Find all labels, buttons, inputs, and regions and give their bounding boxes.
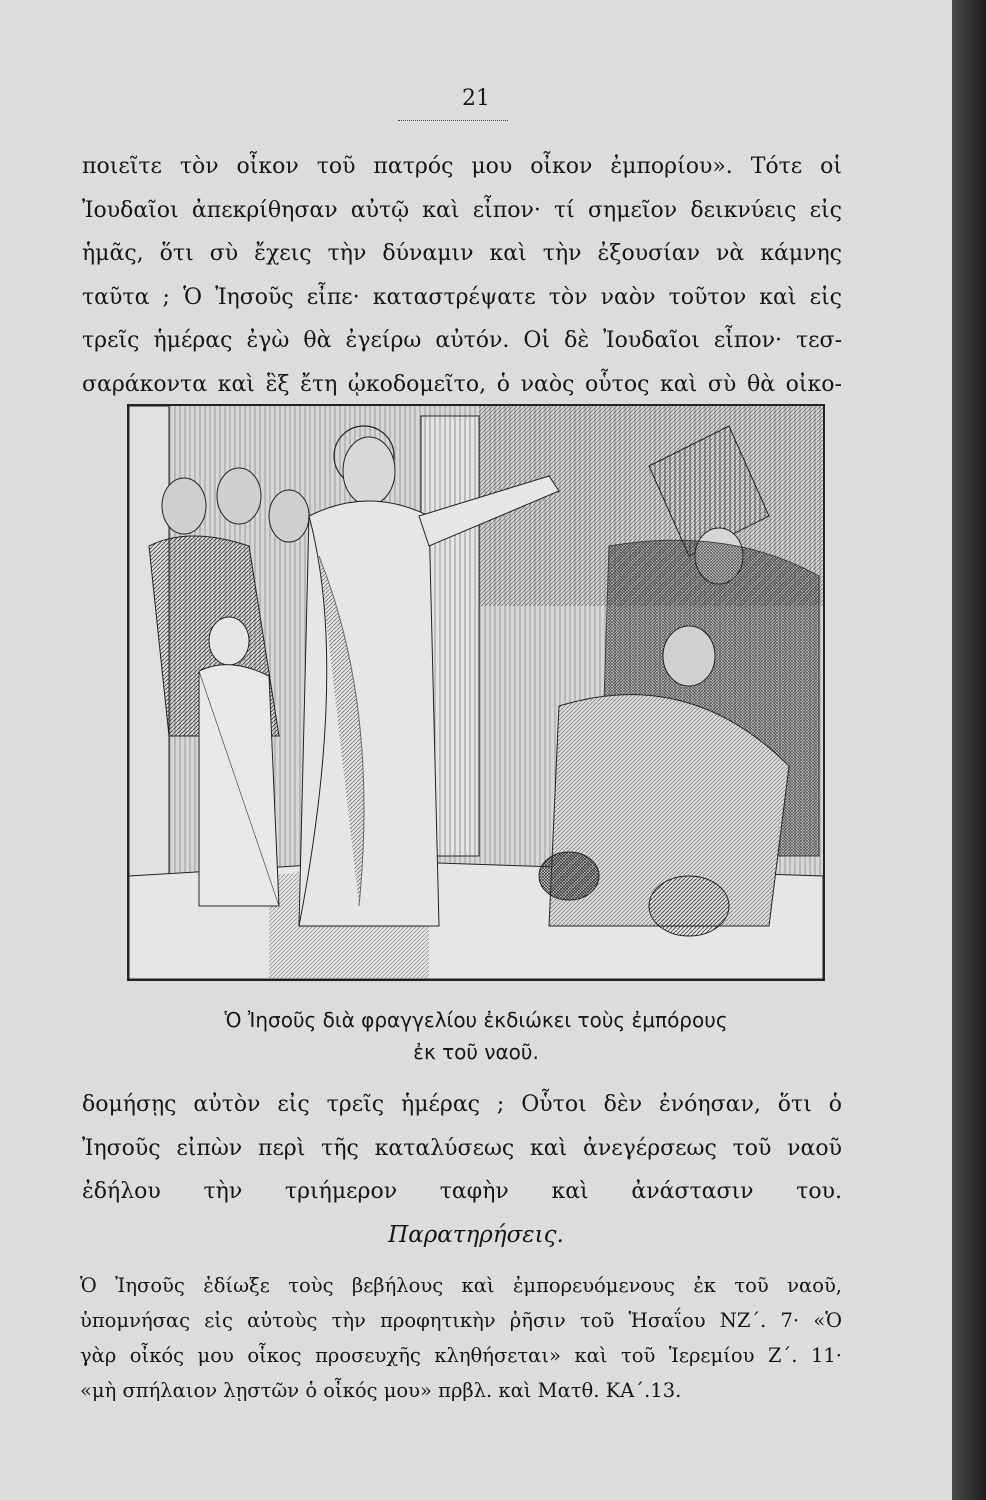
text-line: ταῦτα ; Ὁ Ἰησοῦς εἶπε· καταστρέψατε τὸν ναὸν τοῦτον καὶ εἰς xyxy=(82,284,842,310)
notes-line: γὰρ οἶκός μου οἶκος προσευχῆς κληθήσεται» καὶ τοῦ Ἱερεμίου Ζ΄. 11· xyxy=(80,1344,842,1367)
caption-line: Ὁ Ἰησοῦς διὰ φραγγελίου ἐκδιώκει τοὺς ἐμπόρους xyxy=(224,1008,728,1032)
engraving-illustration xyxy=(127,404,825,981)
text-line: ἡμᾶς, ὅτι σὺ ἔχεις τὴν δύναμιν καὶ τὴν ἐξουσίαν νὰ κάμνης xyxy=(82,241,842,266)
text-line: Ἰησοῦς εἰπὼν περὶ τῆς καταλύσεως καὶ ἀνεγέρσεως τοῦ ναοῦ xyxy=(82,1135,842,1161)
text-line: σαράκοντα καὶ ἓξ ἔτη ᾠκοδομεῖτο, ὁ ναὸς οὗτος καὶ σὺ θὰ οἰκο- xyxy=(82,371,842,397)
text-line: ἐδήλου τὴν τριήμερον ταφὴν καὶ ἀνάστασιν του. xyxy=(82,1179,842,1204)
paragraph-2 xyxy=(82,1083,842,1214)
notes-line: «μὴ σπήλαιον λῃστῶν ὁ οἶκός μου» πρβλ. καὶ Ματθ. ΚΑ΄.13. xyxy=(80,1379,682,1402)
notes-line: ὑπομνήσας εἰς αὐτοὺς τὴν προφητικὴν ῥῆσιν τοῦ Ἡσαΐου ΝΖ΄. 7· «Ὁ xyxy=(80,1309,842,1332)
text-line: δομήσῃς αὐτὸν εἰς τρεῖς ἡμέρας ; Οὗτοι δὲν ἐνόησαν, ὅτι ὁ xyxy=(82,1092,842,1117)
caption-line: ἐκ τοῦ ναοῦ. xyxy=(413,1040,539,1064)
text-line: τρεῖς ἡμέρας ἐγὼ θὰ ἐγείρω αὐτόν. Οἱ δὲ Ἰουδαῖοι εἶπον· τεσ- xyxy=(82,328,842,353)
page-number: 21 xyxy=(462,86,490,111)
paragraph-1 xyxy=(82,145,842,406)
notes-line: Ὁ Ἰησοῦς ἐδίωξε τοὺς βεβήλους καὶ ἐμπορευόμενους ἐκ τοῦ ναοῦ, xyxy=(80,1274,842,1297)
notes-heading: Παρατηρήσεις. xyxy=(388,1222,564,1248)
notes-paragraph xyxy=(80,1268,842,1408)
illustration-caption xyxy=(0,1004,952,1068)
text-line: Ἰουδαῖοι ἀπεκρίθησαν αὐτῷ καὶ εἶπον· τί σημεῖον δεικνύεις εἰς xyxy=(82,197,842,223)
engraving-drawing xyxy=(129,406,823,979)
text-line: ποιεῖτε τὸν οἶκον τοῦ πατρός μου οἶκον ἐμπορίου». Τότε οἱ xyxy=(82,154,842,179)
page-number-rule xyxy=(398,120,508,121)
scan-border xyxy=(952,0,986,1500)
